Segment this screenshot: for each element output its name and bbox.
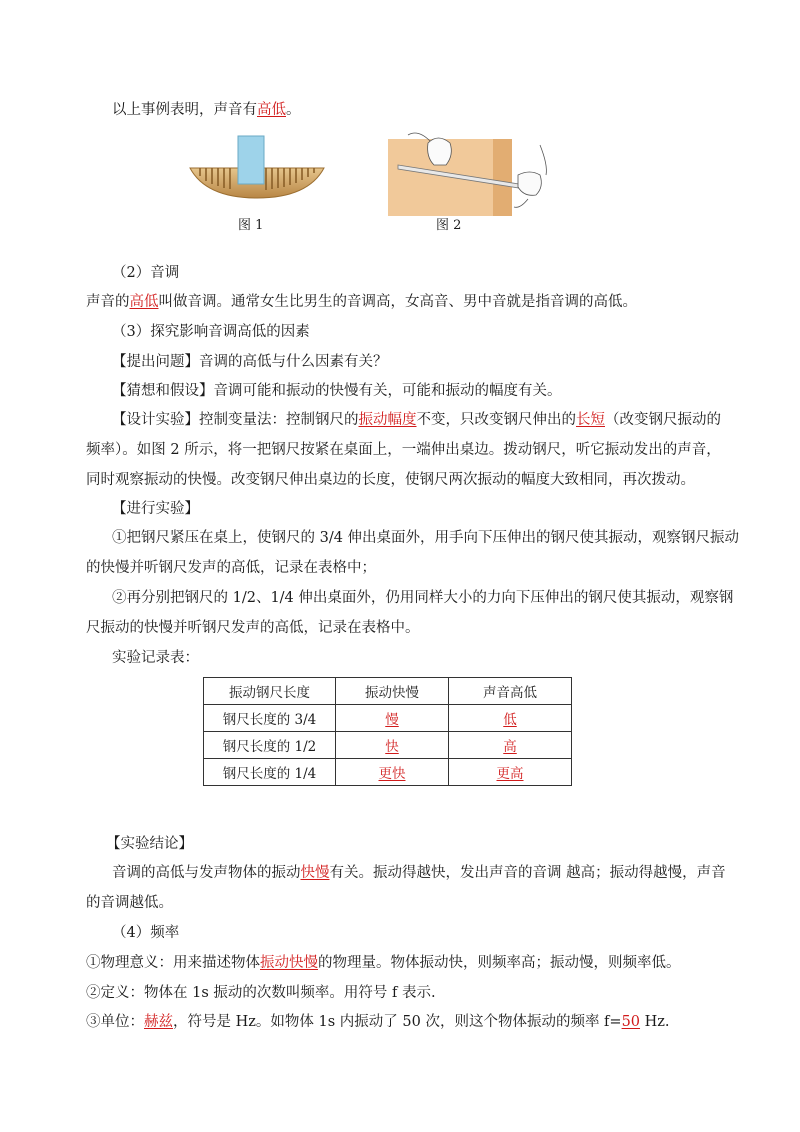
section-2-body: 声音的高低叫做音调。通常女生比男生的音调高，女高音、男中音就是指音调的高低。 [86,294,637,310]
step-1-line-1: ①把钢尺紧压在桌上，使钢尺的 3/4 伸出桌面外，用手向下压伸出的钢尺使其振动，观察钢尺振动 [112,530,740,546]
answer-blank: 高 [503,739,517,755]
answer-blank: 赫兹 [144,1014,173,1030]
table-cell [336,705,449,732]
table-row [204,732,572,759]
table-header-row [204,678,572,705]
answer-blank: 更高 [496,766,524,782]
definition-line: ②定义：物体在 1s 振动的次数叫频率。用符号 f 表示. [86,985,436,1001]
answer-blank: 长短 [576,412,605,428]
hypothesis-line: 【猜想和假设】音调可能和振动的快慢有关，可能和振动的幅度有关。 [112,383,562,399]
figure-2-ruler-image [388,125,562,216]
unit-line: ③单位：赫兹，符号是 Hz。如物体 1s 内振动了 50 次，则这个物体振动的频率 f=50 Hz. [86,1014,670,1030]
section-2-heading: （2）音调 [112,265,180,281]
answer-blank: 振动快慢 [260,955,318,971]
conclusion-line-1: 音调的高低与发声物体的振动快慢有关。振动得越快，发出声音的音调 越高；振动得越慢，声音 [112,865,726,881]
conclusion-line-2: 的音调越低。 [86,895,173,911]
table-row [204,759,572,786]
record-table [203,677,572,786]
conclusion-heading: 【实验结论】 [106,836,193,852]
table-cell [449,705,572,732]
answer-blank: 快慢 [300,865,330,881]
answer-blank: 慢 [385,712,399,728]
table-title: 实验记录表： [112,650,199,666]
figure-1-comb-image [186,128,328,200]
design-line-1: 【设计实验】控制变量法：控制钢尺的振动幅度不变，只改变钢尺伸出的长短（改变钢尺振动的 [112,412,721,428]
table-cell [449,732,572,759]
design-line-3: 同时观察振动的快慢。改变钢尺伸出桌边的长度，使钢尺两次振动的幅度大致相同，再次拨动。 [86,472,695,488]
table-header: 振动钢尺长度 [204,678,336,705]
step-2-line-2: 尺振动的快慢并听钢尺发声的高低，记录在表格中。 [86,620,420,636]
intro-line: 以上事例表明，声音有高低。 [112,102,301,118]
table-header: 振动快慢 [336,678,449,705]
table-header: 声音高低 [449,678,572,705]
table-cell [449,759,572,786]
answer-blank: 高低 [129,294,159,310]
answer-blank: 低 [503,712,517,728]
answer-blank: 快 [385,739,399,755]
answer-blank: 振动幅度 [358,412,417,428]
step-2-line-1: ②再分别把钢尺的 1/2、1/4 伸出桌面外，仍用同样大小的力向下压伸出的钢尺使其振动，观察钢 [112,590,734,606]
figure-2-caption: 图 2 [436,218,462,233]
table-row [204,705,572,732]
table-cell [336,759,449,786]
proceed-heading: 【进行实验】 [112,501,199,517]
meaning-line: ①物理意义：用来描述物体振动快慢的物理量。物体振动快，则频率高；振动慢，则频率低。 [86,955,681,971]
figure-1-caption: 图 1 [238,218,264,233]
section-3-heading: （3）探究影响音调高低的因素 [112,324,310,340]
table-cell: 钢尺长度的 1/4 [204,759,336,786]
step-1-line-2: 的快慢并听钢尺发声的高低，记录在表格中； [86,560,376,576]
section-4-heading: （4）频率 [112,925,180,941]
table-cell: 钢尺长度的 1/2 [204,732,336,759]
answer-blank: 50 [621,1014,641,1030]
table-cell [336,732,449,759]
answer-blank: 高低 [257,102,286,118]
design-line-2: 频率）。如图 2 所示，将一把钢尺按紧在桌面上，一端伸出桌边。拨动钢尺，听它振动发出的声音， [86,442,721,458]
question-line: 【提出问题】音调的高低与什么因素有关？ [112,354,388,370]
table-cell: 钢尺长度的 3/4 [204,705,336,732]
answer-blank: 更快 [378,766,406,782]
